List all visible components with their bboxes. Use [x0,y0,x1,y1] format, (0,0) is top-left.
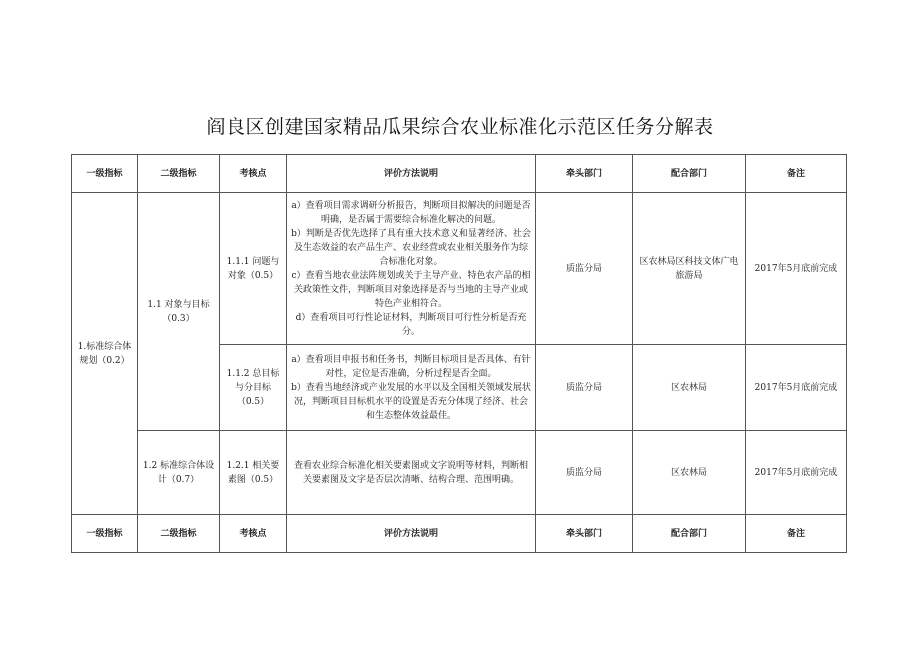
header-coop: 配合部门 [633,155,746,193]
header-level1: 一级指标 [72,155,138,193]
table-row [72,193,847,345]
method-line: a）查看项目申报书和任务书，判断目标项目是否具体、有针对性，定位是否准确，分析过程是否全面。 [291,354,531,379]
header-point: 考核点 [220,155,287,193]
method-line: d）查看项目可行性论证材料，判断项目可行性分析是否充分。 [295,312,527,337]
method-line: b）查看当地经济或产业发展的水平以及全国相关领域发展状况，判断项目目标机水平的设置是否充分体现了经济、社会和生态整体效益最佳。 [291,382,531,421]
method-cell [287,345,536,431]
note-cell: 2017年5月底前完成 [746,431,847,515]
header-row-top [72,155,847,193]
method-cell [287,193,536,345]
note-cell: 2017年5月底前完成 [746,193,847,345]
footer-method: 评价方法说明 [287,515,536,553]
method-line: c）查看当地农业法阵规划或关于主导产业、特色农产品的相关政策性文件，判断项目对象选择是否与当地的主导产业或特色产业相符合。 [291,270,531,309]
footer-coop: 配合部门 [633,515,746,553]
level2-cell: 1.2 标准综合体设计（0.7） [138,431,220,515]
coop-cell: 区农林局 [633,431,746,515]
header-lead: 牵头部门 [536,155,633,193]
level2-cell: 1.1 对象与目标（0.3） [138,193,220,431]
lead-cell: 质监分局 [536,193,633,345]
table-row [72,431,847,515]
lead-cell: 质监分局 [536,345,633,431]
note-cell: 2017年5月底前完成 [746,345,847,431]
footer-note: 备注 [746,515,847,553]
lead-cell: 质监分局 [536,431,633,515]
coop-cell: 区农林局 [633,345,746,431]
footer-lead: 牵头部门 [536,515,633,553]
level1-cell: 1.标准综合体规划（0.2） [72,193,138,515]
footer-level2: 二级指标 [138,515,220,553]
footer-level1: 一级指标 [72,515,138,553]
header-row-bottom [72,515,847,553]
header-note: 备注 [746,155,847,193]
footer-point: 考核点 [220,515,287,553]
method-line: 查看农业综合标准化相关要素图或文字说明等材料，判断相关要素图及文字是否层次清晰、结构合理、范围明确。 [293,460,528,485]
coop-cell: 区农林局区科技文体广电旅游局 [633,193,746,345]
point-cell: 1.2.1 相关要素图（0.5） [220,431,287,515]
point-cell: 1.1.2 总目标与分目标（0.5） [220,345,287,431]
method-cell [287,431,536,515]
point-cell: 1.1.1 问题与对象（0.5） [220,193,287,345]
method-line: a）查看项目需求调研分析报告，判断项目拟解决的问题是否明确，是否属于需要综合标准化解决的问题。 [291,200,531,225]
method-line: b）判断是否优先选择了具有重大技术意义和显著经济、社会及生态效益的农产品生产、农业经营或农业相关服务作为综合标准化对象。 [291,228,531,267]
header-method: 评价方法说明 [287,155,536,193]
header-level2: 二级指标 [138,155,220,193]
page-title: 阎良区创建国家精品瓜果综合农业标准化示范区任务分解表 [206,116,714,138]
task-table [71,154,847,553]
